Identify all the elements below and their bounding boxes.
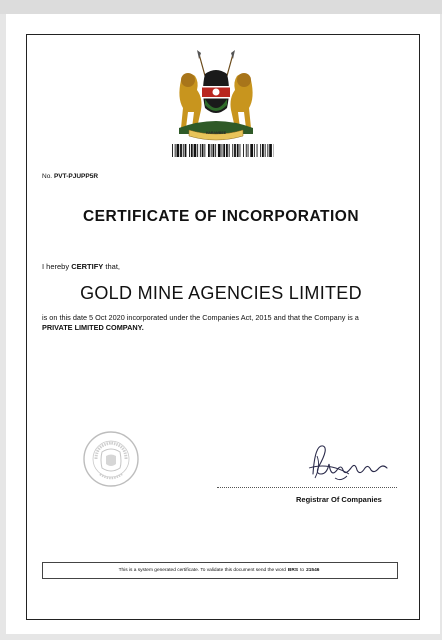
barcode-bar [223,144,225,157]
certify-word: CERTIFY [71,262,104,271]
certificate-title: CERTIFICATE OF INCORPORATION [82,208,360,225]
footer-keyword: BRS [287,568,299,573]
barcode-bar [218,144,221,157]
barcode-bar [248,144,249,157]
signature-line [217,487,397,488]
barcode-bar [189,144,190,157]
registrar-seal-icon [82,430,140,488]
barcode-bar [226,144,228,157]
barcode-icon [172,144,274,157]
barcode-bar [211,144,212,157]
barcode-bar [213,144,215,157]
barcode-bar [237,144,239,157]
footer-text: This is a system generated certificate. To validate this document send the word [118,568,286,573]
barcode-bar [183,144,184,157]
top-bar [0,0,442,14]
certificate-number [42,173,98,180]
barcode-bar [208,144,210,157]
validation-footer [42,562,398,579]
barcode-bar [172,144,173,157]
certify-suffix: that, [105,262,120,271]
footer-number: 21546 [306,568,320,573]
barcode-bar [194,144,197,157]
barcode-bar [257,144,258,157]
barcode-bar [202,144,204,157]
barcode-bar [229,144,230,157]
barcode-bar [232,144,233,157]
barcode-bar [197,144,198,157]
barcode-bar [222,144,223,157]
barcode-bar [215,144,216,157]
coat-of-arms-icon [175,50,257,142]
barcode-bar [265,144,266,157]
barcode-bar [175,144,176,157]
footer-to: to [300,568,305,573]
certificate-number-label: No. [42,173,53,180]
certify-prefix: I hereby [42,262,70,271]
company-type: PRIVATE LIMITED COMPANY. [42,323,144,332]
barcode-bar [185,144,187,157]
company-name: GOLD MINE AGENCIES LIMITED [80,283,362,303]
incorporation-text: is on this date 5 Oct 2020 incorporated under the Companies Act, 2015 and that the Company is a [42,313,359,322]
certificate-number-value: PVT-PJUPP5R [53,173,99,180]
barcode-bar [254,144,255,157]
barcode-bar [246,144,247,157]
barcode-bar [243,144,244,157]
barcode-bar [204,144,205,157]
barcode-bar [269,144,272,157]
barcode-bar [200,144,201,157]
barcode-bar [240,144,241,157]
emblem-motto: HARAMBEE [205,131,227,135]
barcode-bar [262,144,264,157]
certify-line [42,262,120,271]
registrar-signature [305,438,400,486]
registrar-label: Registrar Of Companies [296,495,382,504]
barcode-bar [234,144,236,157]
barcode-bar [260,144,261,157]
barcode-bar [267,144,268,157]
incorporation-statement [42,313,412,333]
barcode-bar [191,144,193,157]
barcode-bar [180,144,182,157]
barcode-bar [250,144,253,157]
barcode-bar [177,144,180,157]
